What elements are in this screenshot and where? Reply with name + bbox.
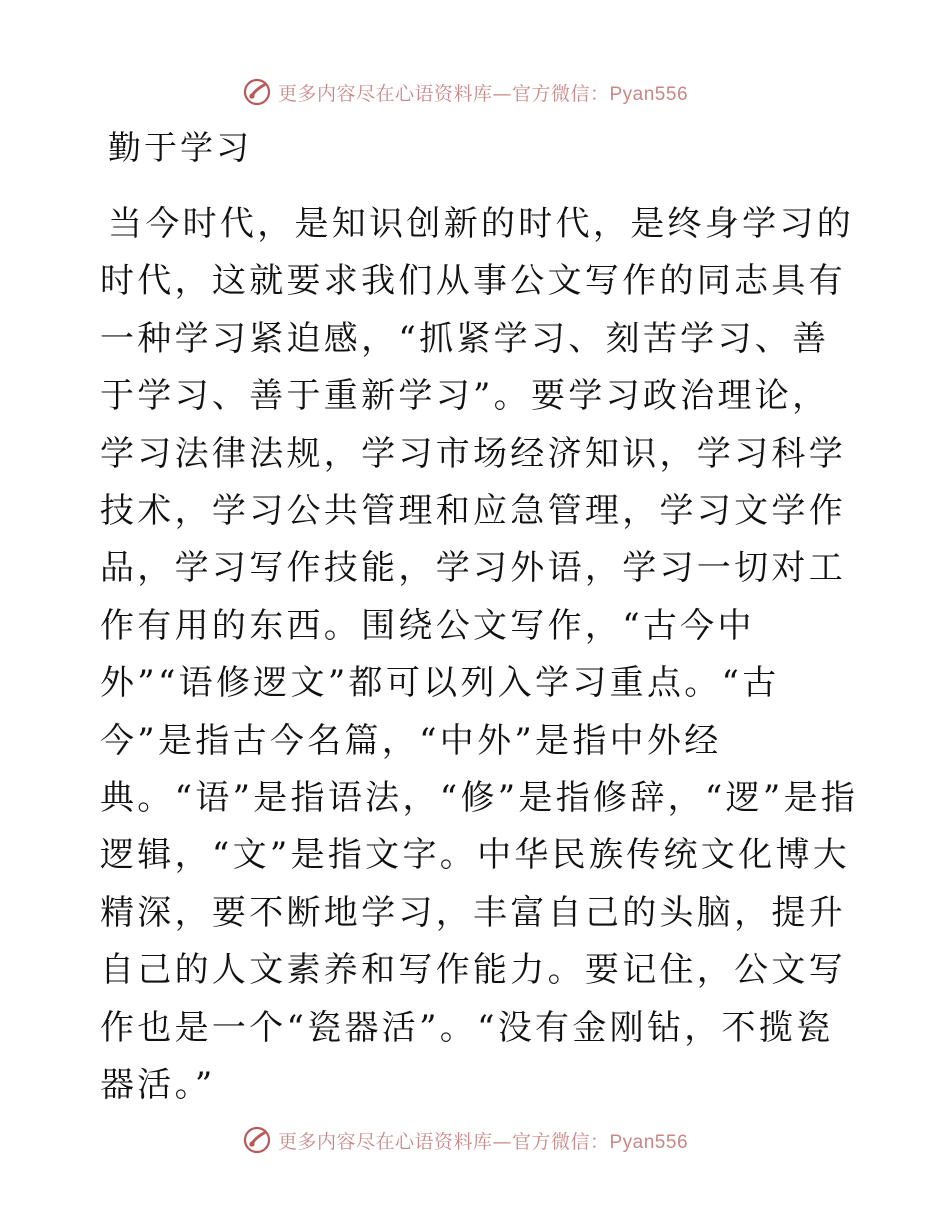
watermark-text: 更多内容尽在心语资料库—官方微信：Pyan556 [277,1130,689,1153]
wechat-id: Pyan556 [609,83,689,105]
body-paragraph: 当今时代，是知识创新的时代，是终身学习的时代，这就要求我们从事公文写作的同志具有一种学习紧迫感，“抓紧学习、刻苦学习、善于学习、善于重新学习”。要学习政治理论，学习法律法规，学习市场经济知识，学习科学技术，学习公共管理和应急管理，学习文学作品，学习写作技能，学习外语，学习一切对工作有用的东西。围绕公文写作，“古今中外”“语修逻文”都可以列入学习重点。“古今”是指古今名篇，“中外”是指中外经典。“语”是指语法，“修”是指修辞，“逻”是指逻辑，“文”是指文字。中华民族传统文化博大精深，要不断地学习，丰富自己的头脑，提升自己的人文素养和写作能力。要记住，公文写作也是一个“瓷器活”。“没有金刚钻，不揽瓷器活。” [100,204,859,1106]
watermark-text: 更多内容尽在心语资料库—官方微信：Pyan556 [277,82,689,105]
header-watermark [0,72,950,112]
footer-watermark [0,1120,950,1160]
brush-logo-icon [242,77,272,107]
page-title: 勤于学习 [108,128,252,167]
wechat-id: Pyan556 [609,1131,689,1153]
brush-logo-icon [242,1125,272,1155]
